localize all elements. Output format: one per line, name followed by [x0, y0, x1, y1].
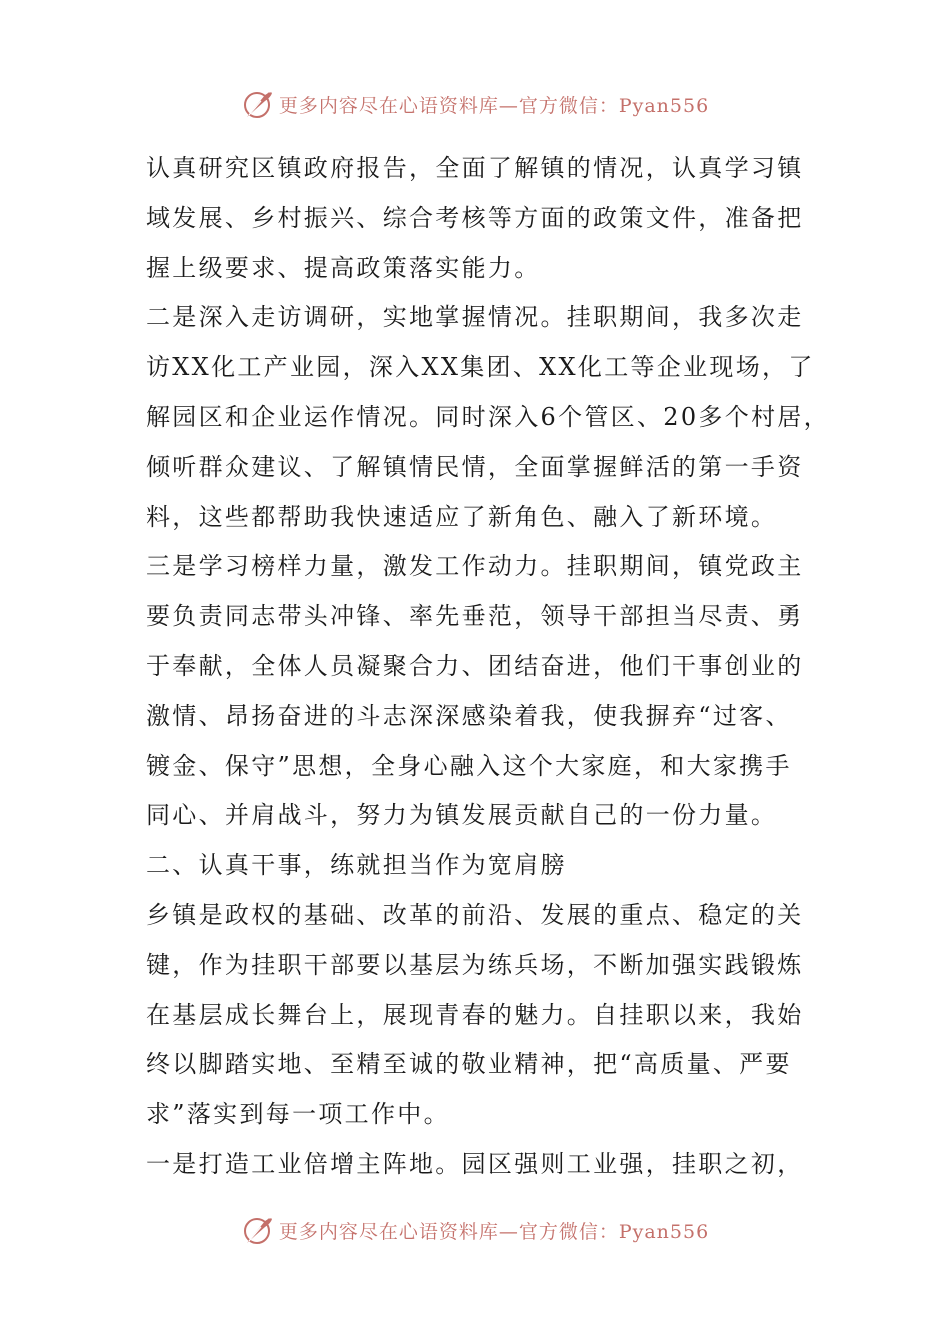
- watermark-text: 更多内容尽在心语资料库—官方微信：Pyan556: [278, 1220, 710, 1243]
- body-line: 倾听群众建议、了解镇情民情，全面掌握鲜活的第一手资: [146, 452, 804, 481]
- body-line: 握上级要求、提高政策落实能力。: [146, 253, 541, 282]
- watermark-text: 更多内容尽在心语资料库—官方微信：Pyan556: [278, 94, 710, 117]
- body-line: 镀金、保守”思想，全身心融入这个大家庭，和大家携手: [146, 751, 792, 780]
- pen-feather-logo-icon: [241, 1213, 275, 1247]
- body-line: 于奉献，全体人员凝聚合力、团结奋进，他们干事创业的: [146, 651, 804, 680]
- body-line: 解园区和企业运作情况。同时深入6个管区、20多个村居，: [146, 402, 830, 431]
- body-line: 终以脚踏实地、至精至诚的敬业精神，把“高质量、严要: [146, 1050, 792, 1079]
- footer-watermark-banner: [0, 1210, 950, 1250]
- body-line: 访XX化工产业园，深入XX集团、XX化工等企业现场，了: [146, 353, 815, 382]
- document-body: [146, 144, 830, 1190]
- header-watermark-banner: [0, 84, 950, 124]
- body-line: 一是打造工业倍增主阵地。园区强则工业强，挂职之初，: [146, 1149, 804, 1178]
- body-line: 料，这些都帮助我快速适应了新角色、融入了新环境。: [146, 502, 778, 531]
- body-line: 求”落实到每一项工作中。: [146, 1100, 450, 1129]
- body-line: 二是深入走访调研，实地掌握情况。挂职期间，我多次走: [146, 303, 804, 332]
- body-line: 三是学习榜样力量，激发工作动力。挂职期间，镇党政主: [146, 552, 804, 581]
- body-line: 同心、并肩战斗，努力为镇发展贡献自己的一份力量。: [146, 801, 778, 830]
- body-line: 在基层成长舞台上，展现青春的魅力。自挂职以来，我始: [146, 1000, 804, 1029]
- body-line: 乡镇是政权的基础、改革的前沿、发展的重点、稳定的关: [146, 900, 804, 929]
- body-line: 域发展、乡村振兴、综合考核等方面的政策文件，准备把: [146, 203, 804, 232]
- body-line: 键，作为挂职干部要以基层为练兵场，不断加强实践锻炼: [146, 950, 804, 979]
- pen-feather-logo-icon: [241, 87, 275, 121]
- body-line: 认真研究区镇政府报告，全面了解镇的情况，认真学习镇: [146, 154, 804, 182]
- body-line: 激情、昂扬奋进的斗志深深感染着我，使我摒弃“过客、: [146, 701, 792, 730]
- body-line: 要负责同志带头冲锋、率先垂范，领导干部担当尽责、勇: [146, 602, 804, 631]
- section-heading: 二、认真干事，练就担当作为宽肩膀: [146, 851, 567, 880]
